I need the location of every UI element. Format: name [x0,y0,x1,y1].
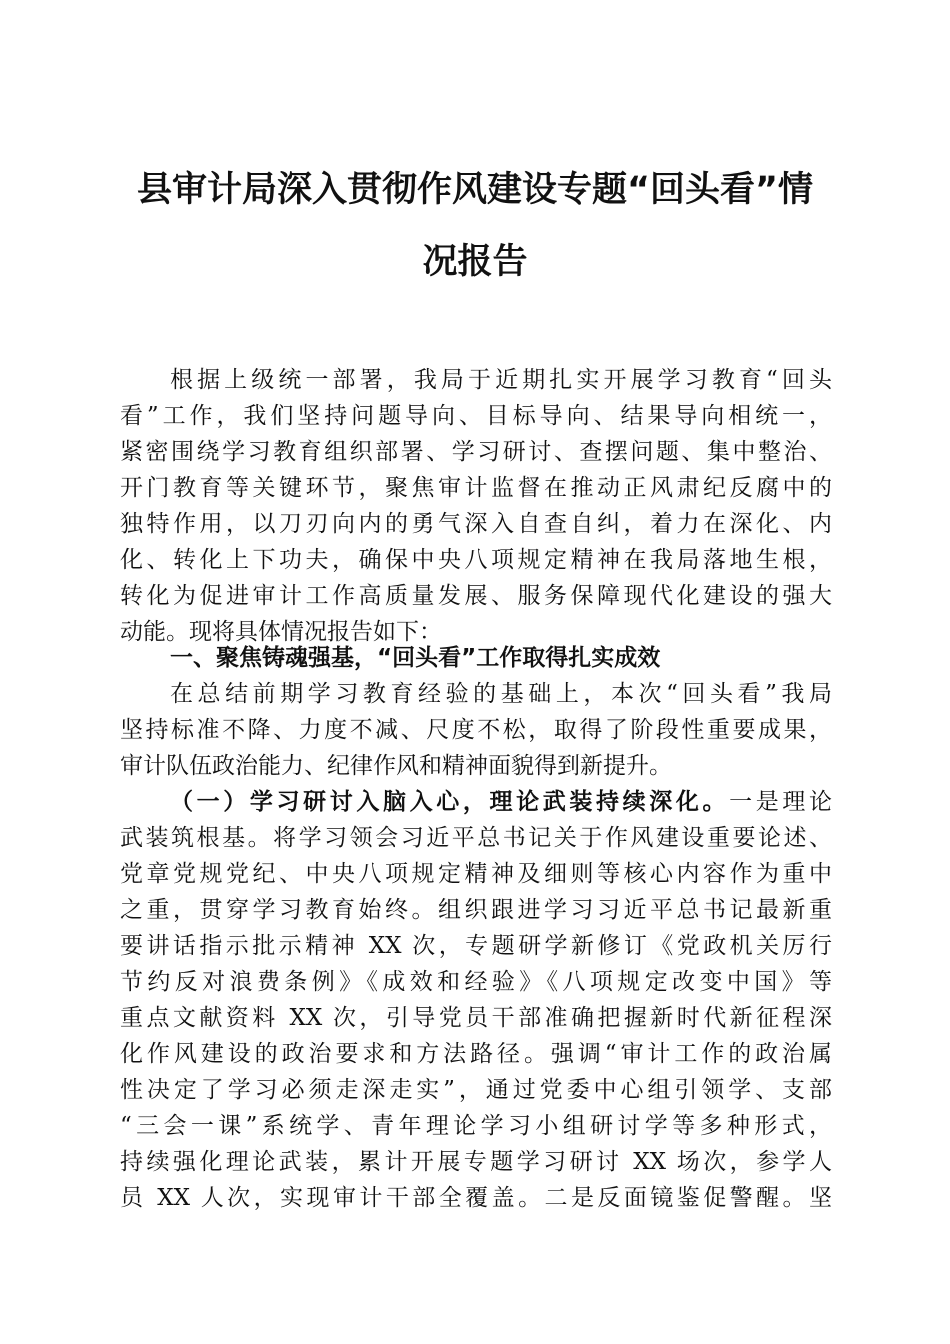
subsection-1-line-2: 武装筑根基。将学习领会习近平总书记关于作风建设重要论述、 [120,825,832,851]
subsection-1-line-4: 之重，贯穿学习教育始终。组织跟进学习习近平总书记最新重 [120,897,832,923]
subsection-1-heading: （一）学习研讨入脑入心，理论武装持续深化。 [170,789,730,815]
subsection-1-line-12: 员 XX 人次，实现审计干部全覆盖。二是反面镜鉴促警醒。坚 [120,1185,832,1211]
subsection-1-line-1 [170,782,832,822]
intro-line-1: 根据上级统一部署，我局于近期扎实开展学习教育“回头 [170,367,832,393]
subsection-1-line-3: 党章党规党纪、中央八项规定精神及细则等核心内容作为重中 [120,861,832,887]
section-1-heading: 一、聚焦铸魂强基，“回头看”工作取得扎实成效 [170,645,661,671]
intro-line-3: 紧密围绕学习教育组织部署、学习研讨、查摆问题、集中整治、 [120,439,832,465]
document-title-line-2: 况报告 [422,242,528,282]
subsection-1-line-8: 化作风建设的政治要求和方法路径。强调“审计工作的政治属 [120,1041,832,1067]
document-title-line-1: 县审计局深入贯彻作风建设专题“回头看”情 [136,170,813,210]
subsection-1-line-9: 性决定了学习必须走深走实”，通过党委中心组引领学、支部 [120,1077,832,1103]
intro-line-6: 化、转化上下功夫，确保中央八项规定精神在我局落地生根， [120,547,832,573]
subsection-1-line-11: 持续强化理论武装，累计开展专题学习研讨 XX 场次，参学人 [120,1149,832,1175]
section-1-line-3: 审计队伍政治能力、纪律作风和精神面貌得到新提升。 [120,753,672,779]
intro-line-5: 独特作用，以刀刃向内的勇气深入自查自纠，着力在深化、内 [120,511,832,537]
subsection-1-line-6: 节约反对浪费条例》《成效和经验》《八项规定改变中国》等 [120,969,832,995]
subsection-1-line-7: 重点文献资料 XX 次，引导党员干部准确把握新时代新征程深 [120,1005,832,1031]
subsection-1-first-tail: 一是理论 [729,789,832,815]
intro-line-2: 看”工作，我们坚持问题导向、目标导向、结果导向相统一， [120,403,832,429]
section-1-line-1: 在总结前期学习教育经验的基础上，本次“回头看”我局 [170,681,832,707]
intro-line-4: 开门教育等关键环节，聚焦审计监督在推动正风肃纪反腐中的 [120,475,832,501]
intro-line-8: 动能。现将具体情况报告如下： [120,619,442,645]
subsection-1-line-10: “三会一课”系统学、青年理论学习小组研讨学等多种形式， [120,1113,832,1139]
intro-line-7: 转化为促进审计工作高质量发展、服务保障现代化建设的强大 [120,583,832,609]
subsection-1-line-5: 要讲话指示批示精神 XX 次，专题研学新修订《党政机关厉行 [120,933,832,959]
section-1-line-2: 坚持标准不降、力度不减、尺度不松，取得了阶段性重要成果， [120,717,832,743]
